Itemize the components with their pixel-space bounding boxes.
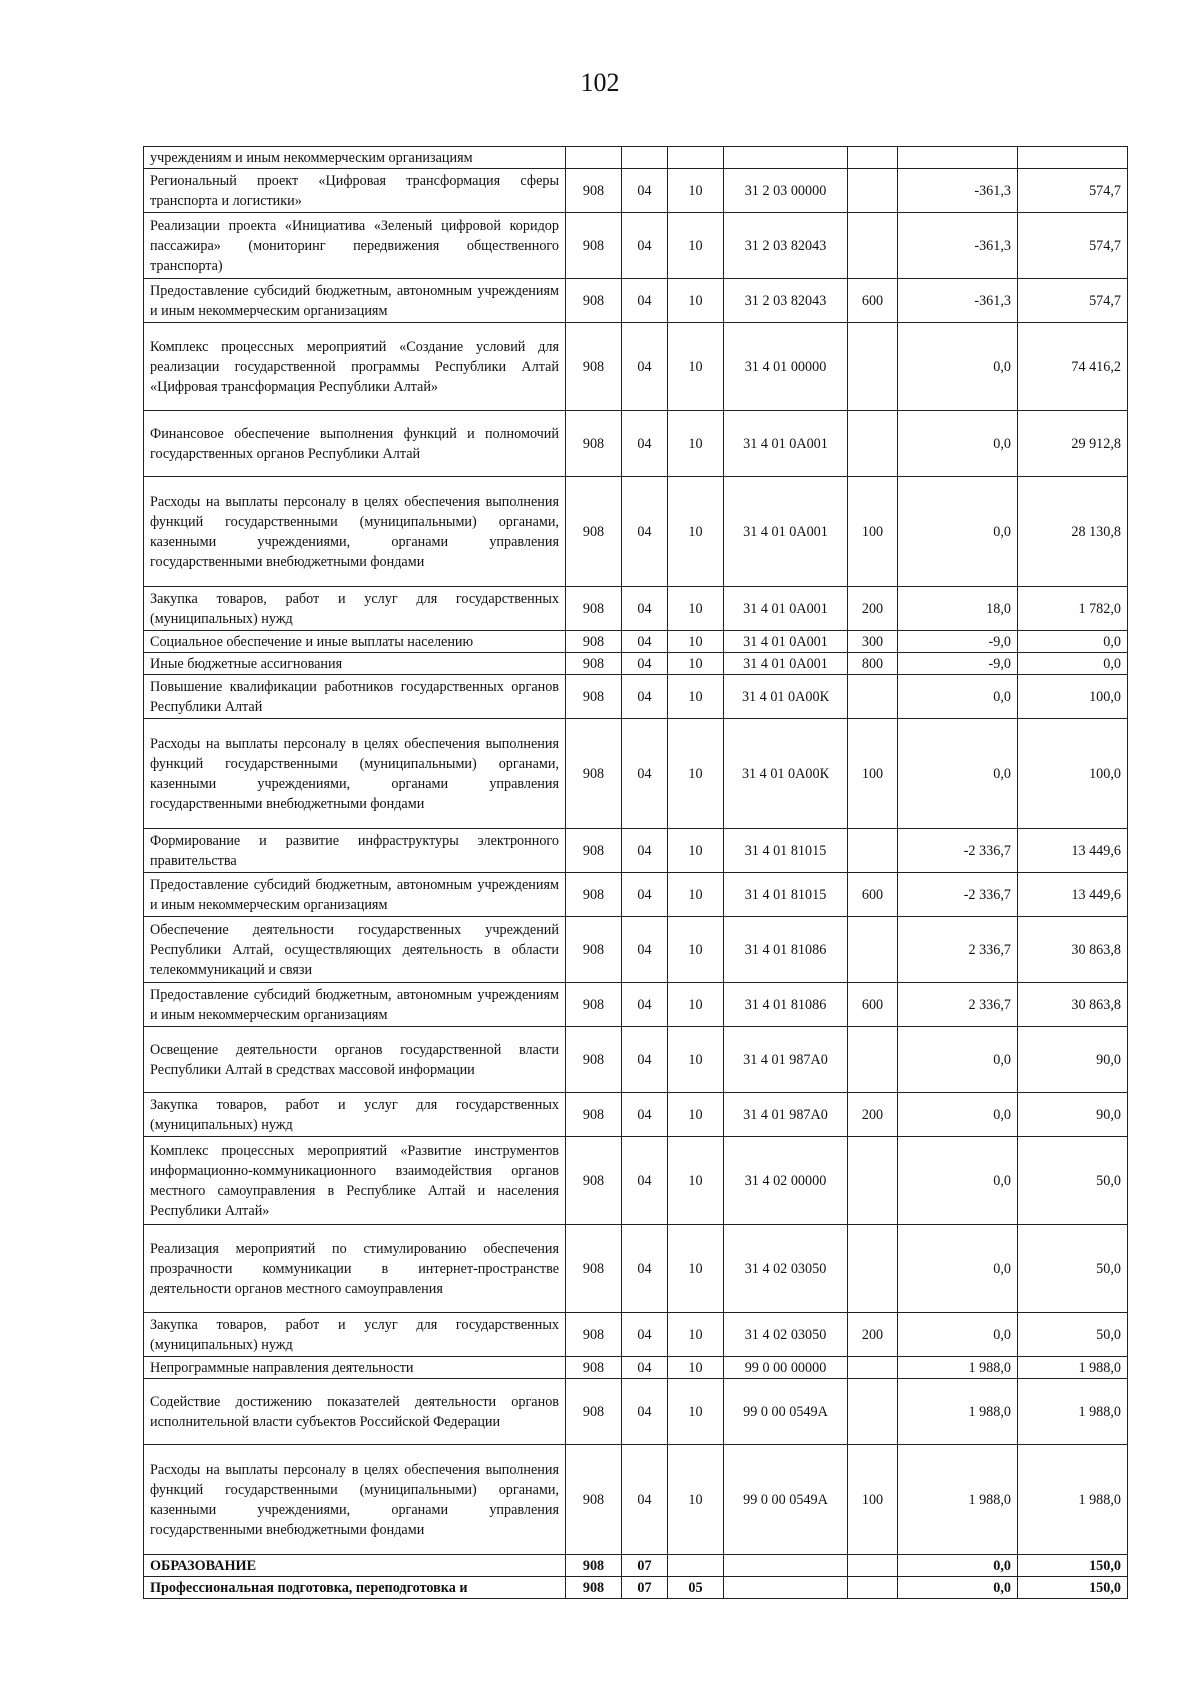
cell-subsection: 10 <box>668 719 724 829</box>
cell-section: 04 <box>622 213 668 279</box>
cell-section: 04 <box>622 1027 668 1093</box>
cell-section: 04 <box>622 917 668 983</box>
table-row <box>144 675 1128 719</box>
page-number: 102 <box>580 68 620 97</box>
cell-total-amount: 150,0 <box>1018 1577 1128 1599</box>
cell-grbs: 908 <box>566 631 622 653</box>
cell-name: Реализация мероприятий по стимулированию обеспечения прозрачности коммуникации в интернет-пространстве деятельности органов местного самоуправления <box>144 1225 566 1313</box>
cell-change-amount: 0,0 <box>898 1137 1018 1225</box>
cell-change-amount: 0,0 <box>898 675 1018 719</box>
table-row <box>144 1577 1128 1599</box>
cell-target-article: 99 0 00 00000 <box>724 1357 848 1379</box>
cell-total-amount: 1 988,0 <box>1018 1445 1128 1555</box>
table-row <box>144 587 1128 631</box>
cell-subsection: 10 <box>668 1027 724 1093</box>
cell-change-amount: 1 988,0 <box>898 1357 1018 1379</box>
cell-total-amount: 30 863,8 <box>1018 983 1128 1027</box>
cell-name: Непрограммные направления деятельности <box>144 1357 566 1379</box>
table-row <box>144 1225 1128 1313</box>
cell-name: Формирование и развитие инфраструктуры электронного правительства <box>144 829 566 873</box>
cell-name: Профессиональная подготовка, переподготовка и <box>144 1577 566 1599</box>
cell-section <box>622 147 668 169</box>
table-row <box>144 147 1128 169</box>
cell-total-amount: 1 782,0 <box>1018 587 1128 631</box>
cell-target-article: 31 4 01 0А001 <box>724 477 848 587</box>
cell-expense-type <box>848 1577 898 1599</box>
table-row <box>144 917 1128 983</box>
cell-total-amount: 29 912,8 <box>1018 411 1128 477</box>
cell-change-amount <box>898 147 1018 169</box>
table-row <box>144 719 1128 829</box>
cell-expense-type: 600 <box>848 983 898 1027</box>
cell-expense-type: 100 <box>848 477 898 587</box>
cell-subsection: 10 <box>668 587 724 631</box>
cell-section: 07 <box>622 1577 668 1599</box>
cell-grbs: 908 <box>566 829 622 873</box>
cell-section: 04 <box>622 631 668 653</box>
cell-subsection: 10 <box>668 477 724 587</box>
cell-subsection: 10 <box>668 323 724 411</box>
cell-target-article: 31 4 01 0А001 <box>724 411 848 477</box>
cell-section: 04 <box>622 1357 668 1379</box>
cell-name: Закупка товаров, работ и услуг для государственных (муниципальных) нужд <box>144 1093 566 1137</box>
cell-grbs: 908 <box>566 1577 622 1599</box>
cell-target-article: 31 4 01 81086 <box>724 983 848 1027</box>
cell-expense-type <box>848 169 898 213</box>
table-row <box>144 1555 1128 1577</box>
cell-change-amount: 0,0 <box>898 1555 1018 1577</box>
cell-section: 04 <box>622 477 668 587</box>
cell-grbs: 908 <box>566 1313 622 1357</box>
cell-target-article: 31 4 01 0А001 <box>724 631 848 653</box>
cell-total-amount: 1 988,0 <box>1018 1379 1128 1445</box>
cell-grbs: 908 <box>566 1357 622 1379</box>
cell-total-amount: 150,0 <box>1018 1555 1128 1577</box>
cell-expense-type <box>848 1027 898 1093</box>
cell-expense-type <box>848 147 898 169</box>
cell-expense-type: 200 <box>848 587 898 631</box>
cell-grbs: 908 <box>566 1137 622 1225</box>
cell-name: Расходы на выплаты персоналу в целях обеспечения выполнения функций государственными (муниципальными) органами, казенными учреждениями, органами управления государственными внебюджетными фондами <box>144 1445 566 1555</box>
cell-expense-type <box>848 1357 898 1379</box>
cell-subsection: 10 <box>668 829 724 873</box>
cell-grbs: 908 <box>566 323 622 411</box>
cell-grbs: 908 <box>566 169 622 213</box>
cell-total-amount: 90,0 <box>1018 1093 1128 1137</box>
cell-section: 04 <box>622 719 668 829</box>
cell-section: 04 <box>622 829 668 873</box>
cell-total-amount: 0,0 <box>1018 631 1128 653</box>
cell-target-article: 31 4 02 00000 <box>724 1137 848 1225</box>
cell-total-amount: 100,0 <box>1018 675 1128 719</box>
cell-grbs: 908 <box>566 917 622 983</box>
cell-expense-type <box>848 1225 898 1313</box>
cell-section: 04 <box>622 675 668 719</box>
table-row <box>144 1027 1128 1093</box>
cell-change-amount: 0,0 <box>898 411 1018 477</box>
cell-subsection: 10 <box>668 653 724 675</box>
cell-change-amount: 0,0 <box>898 1093 1018 1137</box>
cell-subsection: 10 <box>668 631 724 653</box>
cell-section: 04 <box>622 1137 668 1225</box>
cell-total-amount: 50,0 <box>1018 1137 1128 1225</box>
cell-target-article: 99 0 00 0549А <box>724 1379 848 1445</box>
cell-section: 04 <box>622 411 668 477</box>
cell-target-article: 31 4 01 0А001 <box>724 653 848 675</box>
table-row <box>144 323 1128 411</box>
cell-expense-type <box>848 323 898 411</box>
cell-section: 04 <box>622 169 668 213</box>
cell-change-amount: -361,3 <box>898 213 1018 279</box>
cell-section: 04 <box>622 1379 668 1445</box>
cell-grbs: 908 <box>566 1093 622 1137</box>
cell-change-amount: 2 336,7 <box>898 983 1018 1027</box>
cell-target-article: 31 2 03 82043 <box>724 213 848 279</box>
cell-subsection: 10 <box>668 983 724 1027</box>
cell-change-amount: -9,0 <box>898 653 1018 675</box>
cell-name: Повышение квалификации работников государственных органов Республики Алтай <box>144 675 566 719</box>
cell-subsection: 10 <box>668 279 724 323</box>
cell-total-amount: 574,7 <box>1018 279 1128 323</box>
cell-grbs: 908 <box>566 213 622 279</box>
cell-section: 04 <box>622 1313 668 1357</box>
cell-name: Иные бюджетные ассигнования <box>144 653 566 675</box>
cell-name: учреждениям и иным некоммерческим организациям <box>144 147 566 169</box>
table-row <box>144 411 1128 477</box>
cell-expense-type: 100 <box>848 719 898 829</box>
cell-expense-type: 200 <box>848 1313 898 1357</box>
table-row <box>144 829 1128 873</box>
cell-grbs: 908 <box>566 675 622 719</box>
cell-expense-type <box>848 411 898 477</box>
table-row <box>144 279 1128 323</box>
table-row <box>144 983 1128 1027</box>
cell-grbs <box>566 147 622 169</box>
cell-expense-type: 600 <box>848 279 898 323</box>
cell-change-amount: -361,3 <box>898 169 1018 213</box>
cell-change-amount: 1 988,0 <box>898 1445 1018 1555</box>
cell-section: 04 <box>622 587 668 631</box>
cell-target-article: 31 4 01 81086 <box>724 917 848 983</box>
cell-target-article: 31 4 01 987А0 <box>724 1027 848 1093</box>
cell-target-article: 31 2 03 00000 <box>724 169 848 213</box>
cell-name: Обеспечение деятельности государственных учреждений Республики Алтай, осуществляющих деятельность в области телекоммуникаций и связи <box>144 917 566 983</box>
cell-grbs: 908 <box>566 279 622 323</box>
cell-name: Реализации проекта «Инициатива «Зеленый цифровой коридор пассажира» (мониторинг передвижения общественного транспорта) <box>144 213 566 279</box>
cell-name: Расходы на выплаты персоналу в целях обеспечения выполнения функций государственными (муниципальными) органами, казенными учреждениями, органами управления государственными внебюджетными фондами <box>144 477 566 587</box>
cell-grbs: 908 <box>566 477 622 587</box>
cell-change-amount: -2 336,7 <box>898 873 1018 917</box>
cell-section: 07 <box>622 1555 668 1577</box>
table-row <box>144 1093 1128 1137</box>
cell-total-amount <box>1018 147 1128 169</box>
cell-name: Социальное обеспечение и иные выплаты населению <box>144 631 566 653</box>
cell-expense-type: 300 <box>848 631 898 653</box>
cell-change-amount: 0,0 <box>898 323 1018 411</box>
cell-subsection: 10 <box>668 1313 724 1357</box>
cell-expense-type <box>848 1555 898 1577</box>
cell-name: Закупка товаров, работ и услуг для государственных (муниципальных) нужд <box>144 587 566 631</box>
cell-subsection: 10 <box>668 1225 724 1313</box>
cell-subsection: 10 <box>668 1137 724 1225</box>
cell-section: 04 <box>622 653 668 675</box>
cell-expense-type <box>848 213 898 279</box>
cell-grbs: 908 <box>566 1027 622 1093</box>
cell-target-article: 31 4 02 03050 <box>724 1225 848 1313</box>
cell-subsection <box>668 147 724 169</box>
cell-expense-type: 600 <box>848 873 898 917</box>
table-row <box>144 1137 1128 1225</box>
cell-name: Финансовое обеспечение выполнения функций и полномочий государственных органов Республики Алтай <box>144 411 566 477</box>
cell-change-amount: 2 336,7 <box>898 917 1018 983</box>
cell-name: Предоставление субсидий бюджетным, автономным учреждениям и иным некоммерческим организациям <box>144 279 566 323</box>
table-row <box>144 653 1128 675</box>
cell-change-amount: 0,0 <box>898 719 1018 829</box>
cell-target-article: 31 4 01 0А001 <box>724 587 848 631</box>
table-row <box>144 873 1128 917</box>
cell-name: ОБРАЗОВАНИЕ <box>144 1555 566 1577</box>
table-row <box>144 1313 1128 1357</box>
cell-name: Предоставление субсидий бюджетным, автономным учреждениям и иным некоммерческим организациям <box>144 983 566 1027</box>
cell-target-article: 31 4 01 81015 <box>724 829 848 873</box>
cell-grbs: 908 <box>566 1379 622 1445</box>
cell-section: 04 <box>622 279 668 323</box>
cell-section: 04 <box>622 1445 668 1555</box>
cell-total-amount: 30 863,8 <box>1018 917 1128 983</box>
table-row <box>144 1357 1128 1379</box>
cell-target-article: 31 4 01 81015 <box>724 873 848 917</box>
cell-target-article: 31 4 01 00000 <box>724 323 848 411</box>
cell-total-amount: 13 449,6 <box>1018 873 1128 917</box>
cell-subsection: 10 <box>668 1445 724 1555</box>
cell-grbs: 908 <box>566 1225 622 1313</box>
cell-subsection: 05 <box>668 1577 724 1599</box>
cell-target-article <box>724 1555 848 1577</box>
cell-total-amount: 28 130,8 <box>1018 477 1128 587</box>
cell-subsection: 10 <box>668 1379 724 1445</box>
cell-subsection: 10 <box>668 917 724 983</box>
cell-grbs: 908 <box>566 587 622 631</box>
cell-total-amount: 13 449,6 <box>1018 829 1128 873</box>
cell-change-amount: 1 988,0 <box>898 1379 1018 1445</box>
cell-total-amount: 574,7 <box>1018 169 1128 213</box>
cell-change-amount: -361,3 <box>898 279 1018 323</box>
cell-change-amount: 0,0 <box>898 1027 1018 1093</box>
cell-expense-type <box>848 1137 898 1225</box>
cell-section: 04 <box>622 1225 668 1313</box>
cell-section: 04 <box>622 983 668 1027</box>
cell-total-amount: 74 416,2 <box>1018 323 1128 411</box>
cell-change-amount: -2 336,7 <box>898 829 1018 873</box>
cell-grbs: 908 <box>566 411 622 477</box>
cell-total-amount: 50,0 <box>1018 1225 1128 1313</box>
cell-grbs: 908 <box>566 1445 622 1555</box>
cell-name: Региональный проект «Цифровая трансформация сферы транспорта и логистики» <box>144 169 566 213</box>
cell-total-amount: 1 988,0 <box>1018 1357 1128 1379</box>
cell-subsection: 10 <box>668 873 724 917</box>
cell-expense-type <box>848 829 898 873</box>
table-row <box>144 169 1128 213</box>
cell-change-amount: 0,0 <box>898 1313 1018 1357</box>
cell-change-amount: 0,0 <box>898 477 1018 587</box>
budget-table <box>143 146 1128 1599</box>
cell-change-amount: 0,0 <box>898 1577 1018 1599</box>
cell-subsection <box>668 1555 724 1577</box>
cell-target-article <box>724 1577 848 1599</box>
cell-total-amount: 0,0 <box>1018 653 1128 675</box>
cell-grbs: 908 <box>566 873 622 917</box>
cell-grbs: 908 <box>566 1555 622 1577</box>
cell-name: Комплекс процессных мероприятий «Создание условий для реализации государственной программы Республики Алтай «Цифровая трансформация Республики Алтай» <box>144 323 566 411</box>
table-row <box>144 213 1128 279</box>
cell-change-amount: 0,0 <box>898 1225 1018 1313</box>
cell-change-amount: 18,0 <box>898 587 1018 631</box>
cell-expense-type: 200 <box>848 1093 898 1137</box>
table-row <box>144 1379 1128 1445</box>
cell-grbs: 908 <box>566 719 622 829</box>
cell-expense-type: 800 <box>848 653 898 675</box>
cell-total-amount: 100,0 <box>1018 719 1128 829</box>
cell-section: 04 <box>622 873 668 917</box>
cell-name: Содействие достижению показателей деятельности органов исполнительной власти субъектов Российской Федерации <box>144 1379 566 1445</box>
cell-subsection: 10 <box>668 169 724 213</box>
cell-subsection: 10 <box>668 1093 724 1137</box>
cell-subsection: 10 <box>668 675 724 719</box>
table-row <box>144 1445 1128 1555</box>
cell-change-amount: -9,0 <box>898 631 1018 653</box>
cell-subsection: 10 <box>668 411 724 477</box>
cell-total-amount: 574,7 <box>1018 213 1128 279</box>
cell-section: 04 <box>622 323 668 411</box>
cell-grbs: 908 <box>566 983 622 1027</box>
cell-total-amount: 50,0 <box>1018 1313 1128 1357</box>
cell-expense-type: 100 <box>848 1445 898 1555</box>
cell-grbs: 908 <box>566 653 622 675</box>
cell-subsection: 10 <box>668 1357 724 1379</box>
cell-target-article: 31 4 01 0А00К <box>724 719 848 829</box>
cell-name: Закупка товаров, работ и услуг для государственных (муниципальных) нужд <box>144 1313 566 1357</box>
cell-total-amount: 90,0 <box>1018 1027 1128 1093</box>
cell-section: 04 <box>622 1093 668 1137</box>
cell-target-article: 31 2 03 82043 <box>724 279 848 323</box>
cell-target-article: 99 0 00 0549А <box>724 1445 848 1555</box>
cell-target-article: 31 4 01 987А0 <box>724 1093 848 1137</box>
cell-expense-type <box>848 1379 898 1445</box>
cell-expense-type <box>848 675 898 719</box>
table-row <box>144 477 1128 587</box>
cell-name: Предоставление субсидий бюджетным, автономным учреждениям и иным некоммерческим организациям <box>144 873 566 917</box>
cell-subsection: 10 <box>668 213 724 279</box>
cell-expense-type <box>848 917 898 983</box>
cell-target-article <box>724 147 848 169</box>
cell-name: Расходы на выплаты персоналу в целях обеспечения выполнения функций государственными (муниципальными) органами, казенными учреждениями, органами управления государственными внебюджетными фондами <box>144 719 566 829</box>
cell-target-article: 31 4 02 03050 <box>724 1313 848 1357</box>
cell-name: Комплекс процессных мероприятий «Развитие инструментов информационно-коммуникационного взаимодействия органов местного самоуправления в Республике Алтай и населения Республики Алтай» <box>144 1137 566 1225</box>
table-row <box>144 631 1128 653</box>
cell-name: Освещение деятельности органов государственной власти Республики Алтай в средствах массовой информации <box>144 1027 566 1093</box>
cell-target-article: 31 4 01 0А00К <box>724 675 848 719</box>
